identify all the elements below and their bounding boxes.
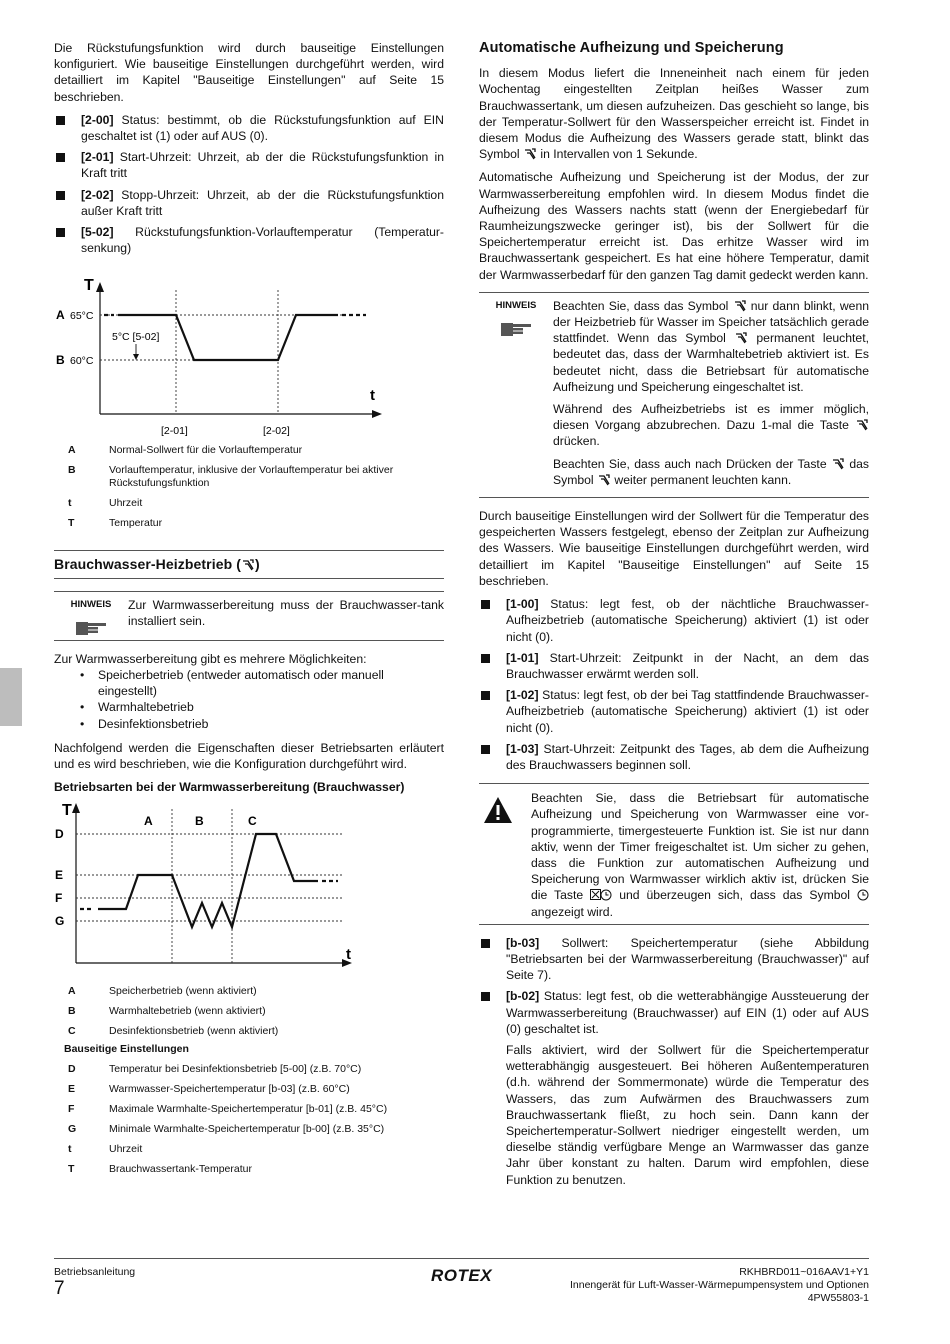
legend-row — [68, 1025, 444, 1038]
note-label-text: HINWEIS — [495, 299, 537, 311]
legend-value: Temperatur — [109, 517, 163, 530]
setting-code: [1-02] — [506, 688, 539, 703]
setting-description: Status: legt fest, ob die wetterabhängige Aussteuerung der Warmwasserbereitung (Brauchwasser) auf EIN (1) oder auf AUS (0) geschaltet ist. — [506, 989, 869, 1036]
chart2-legend-settings — [68, 1063, 444, 1176]
chart1-axis-T: T — [84, 277, 94, 295]
intro-paragraph: Die Rückstufungsfunktion wird durch bauseitige Einstellungen konfiguriert. Wie bauseitige Einstellungen durchgeführt werden, wird detailliert im Kapitel "Bauseitige Einstellungen" auf Seite 15 beschrieben. — [54, 41, 444, 104]
legend-row — [68, 1163, 444, 1176]
note-label — [54, 597, 128, 637]
bullet-square — [481, 654, 490, 663]
setting-description: Status: bestimmt, ob die Rückstufungsfunktion auf EIN geschaltet ist (1) oder auf AUS (0). — [81, 112, 444, 144]
left-column — [54, 40, 444, 1183]
chart1-delta-label: 5°C [5-02] — [112, 331, 160, 344]
note-p2-b: drücken. — [553, 434, 600, 449]
note-paragraph-2 — [553, 401, 869, 450]
chart1-legend — [68, 444, 444, 530]
chart2-legend — [68, 985, 444, 1038]
chart2-axis-T: T — [62, 802, 72, 820]
bullet-square — [481, 992, 490, 1001]
legend-row — [68, 1083, 444, 1096]
legend-row — [68, 464, 444, 490]
legend-value: Uhrzeit — [109, 497, 143, 510]
chart1-delta-arrowhead — [133, 354, 139, 360]
footer-doc-type: Betriebsanleitung — [54, 1266, 136, 1278]
warning-icon-wrap — [479, 790, 531, 920]
chart1-label-A-temp: 65°C — [70, 310, 94, 323]
legend-key: B — [68, 1005, 76, 1018]
chart2-series — [98, 834, 318, 927]
setback-settings-list — [54, 112, 444, 257]
note-p1-a: Beachten Sie, dass das Symbol — [553, 298, 733, 313]
possibilities-list — [54, 667, 444, 732]
setting-text — [81, 149, 444, 181]
note-p3-a: Beachten Sie, dass auch nach Drücken der Taste — [553, 456, 831, 471]
bullet-square — [56, 153, 65, 162]
bullet-square — [56, 116, 65, 125]
legend-row — [68, 1143, 444, 1156]
note-paragraph-1 — [553, 298, 869, 395]
hot-water-tap-icon — [831, 458, 845, 470]
warning-text — [531, 790, 869, 920]
hot-water-tap-icon — [855, 419, 869, 431]
hot-water-tap-icon — [597, 474, 611, 486]
setting-description: Stopp-Uhrzeit: Uhrzeit, ab der die Rückstufungsfunktion außer Kraft tritt — [81, 187, 444, 218]
setting-code: [b-02] — [506, 989, 540, 1004]
setting-description: Rückstufungsfunktion-Vorlauftemperatur (Temperatur-senkung) — [81, 225, 444, 256]
legend-row — [68, 985, 444, 998]
legend-value: Brauchwassertank-Temperatur — [109, 1163, 252, 1176]
note-tank-required — [54, 591, 444, 641]
footer-doc-number: 4PW55803-1 — [807, 1292, 869, 1304]
chart2-label-A: A — [144, 814, 153, 829]
section-title-end: ) — [255, 556, 260, 573]
warn-text-b: und überzeugen sich, dass das Symbol — [612, 888, 857, 903]
setting-item — [54, 187, 444, 219]
setting-text — [506, 988, 869, 1037]
setting-code: [2-00] — [81, 112, 114, 127]
setting-text — [81, 224, 444, 256]
chart2-label-D: D — [55, 827, 64, 842]
legend-key: T — [68, 1163, 75, 1176]
legend-key: T — [68, 517, 75, 530]
chart1-label-B-temp: 60°C — [70, 355, 94, 368]
dhw-modes-chart — [54, 799, 444, 979]
setting-item — [479, 687, 869, 736]
legend-row — [68, 1005, 444, 1018]
chart2-legend-subtitle: Bauseitige Einstellungen — [64, 1043, 189, 1056]
chart2-label-F: F — [55, 891, 63, 906]
setting-code: [1-03] — [506, 741, 539, 756]
note-p1-b: nur dann blinkt, wenn der Heizbetrieb für Wasser im Speicher tatsächlich gerade stattfindet. Wenn das Symbol — [553, 298, 869, 346]
legend-value: Desinfektionsbetrieb (wenn aktiviert) — [109, 1025, 279, 1038]
setting-code: [2-02] — [81, 187, 114, 202]
timer-button-icon — [590, 889, 612, 901]
list-item: • Desinfektionsbetrieb — [80, 716, 444, 732]
setting-item — [479, 988, 869, 1037]
weather-dependent-paragraph: Falls aktiviert, wird der Sollwert für die Speichertemperatur wetterabhängig ausgesteuert. Bei höheren Außentemperaturen (d.h. während der Sommermonate) würde die Temperatur des Wassers, das zum Aufwärmen des Brauchwassers zum Brauchwassertank fließt, zu hoch sein. Dann kann der Speichertemperatur-Sollwert niedriger eingestellt werden, um dieselbe ständig verfügbare Menge an Warmwasser das ganze Jahr über konstant zu halten. Darum wird empfohlen, diese Funktion zu benutzen. — [506, 1042, 869, 1187]
setting-item — [54, 224, 444, 256]
note-label-text: HINWEIS — [70, 598, 112, 610]
legend-value: Maximale Warmhalte-Speichertemperatur [b-01] (z.B. 45°C) — [109, 1103, 388, 1116]
setting-text — [506, 650, 869, 682]
warning-timer — [479, 783, 869, 925]
modes-title: Betriebsarten bei der Warmwasserbereitung (Brauchwasser) — [54, 780, 405, 795]
legend-value: Uhrzeit — [109, 1143, 143, 1156]
chart2-label-B: B — [195, 814, 204, 829]
setting-code: [2-01] — [81, 150, 114, 165]
right-section-title: Automatische Aufheizung und Speicherung — [479, 40, 784, 56]
warn-text-a: Beachten Sie, dass die Betriebsart für automatische Aufheizung und Speicherung von Warmwasser eine vor-programmierte, timergesteuerte Funktion ist. Sie ist nur dann aktiv, wenn der Timer freigeschaltet ist. Um sicher zu gehen, dass die Funktion zur automatischen Aufheizung und Speicherung von Warmwasser wirklich aktiv ist, drücken Sie die Taste — [531, 791, 869, 903]
bullet-square — [56, 191, 65, 200]
chart1-label-B: B — [56, 353, 65, 368]
chapter-tab — [0, 668, 22, 726]
note-body — [128, 597, 444, 637]
clock-icon — [857, 889, 869, 901]
p1-text-a: In diesem Modus liefert die Inneneinheit nach einem für jeden Wochentag eingestellten Zeitplan heißes Wasser zum Brauchwassertank, um diesen aufzuheizen. Das geschieht so lange, bis der Temperatur-Sollwert für den Wasserspeicher erreicht ist. Findet in diesem Modus die Aufheizung des Wassers gerade statt, blinkt das Symbol — [479, 66, 869, 162]
hot-water-tap-icon — [734, 332, 748, 344]
bullet-square — [56, 228, 65, 237]
chart2-label-C: C — [248, 814, 257, 829]
legend-key: A — [68, 444, 76, 457]
pointing-hand-icon — [499, 320, 533, 338]
legend-value: Temperatur bei Desinfektionsbetrieb [5-00] (z.B. 70°C) — [109, 1063, 362, 1076]
chart1-x-label-1: [2-01] — [161, 425, 188, 438]
setting-item — [479, 741, 869, 773]
chart1-x-label-2: [2-02] — [263, 425, 290, 438]
note-p1-c: permanent leuchtet, bedeutet das, dass der Warmhaltebetrieb aktiviert ist. Es bedeutet nicht, dass die Betriebsart für automatische Aufheizung und Speicherung eingeschaltet ist. — [553, 331, 869, 394]
right-column — [479, 40, 869, 1195]
storage-settings-list-2 — [479, 935, 869, 1037]
auto-heating-paragraph-1 — [479, 65, 869, 162]
legend-row — [68, 1123, 444, 1136]
legend-value: Warmhaltebetrieb (wenn aktiviert) — [109, 1005, 266, 1018]
legend-key: D — [68, 1063, 76, 1076]
chart1-y-arrow — [96, 282, 104, 292]
p1-text-b: in Intervallen von 1 Sekunde. — [537, 147, 698, 162]
warning-body — [531, 790, 869, 920]
storage-settings-list — [479, 596, 869, 773]
legend-value: Normal-Sollwert für die Vorlauftemperatur — [109, 444, 303, 457]
setting-text — [81, 112, 444, 144]
chart1-x-arrow — [372, 410, 382, 418]
legend-key: B — [68, 464, 76, 477]
section-title-dhw — [54, 556, 444, 572]
setting-item — [479, 650, 869, 682]
section-header-dhw — [54, 550, 444, 578]
setting-text — [506, 741, 869, 773]
hot-water-tap-icon — [733, 300, 747, 312]
legend-value: Vorlauftemperatur, inklusive der Vorlauftemperatur bei aktiver Rückstufungsfunktion — [109, 464, 394, 490]
setting-description: Status: legt fest, ob der nächtliche Brauchwasser-Aufheizbetrieb (automatische Speicherung) aktiviert (1) ist oder nicht (0). — [506, 597, 869, 644]
settings-intro-paragraph: Durch bauseitige Einstellungen wird der Sollwert für die Temperatur des gespeicherten Wassers festgelegt, ebenso der Zeitplan zur Aufheizung des Wassers. Wie bauseitige Einstellungen durchgeführt werden, wird detailliert im Kapitel "Bauseitige Einstellungen" auf Seite 15 beschrieben. — [479, 509, 869, 588]
setting-description: Start-Uhrzeit: Uhrzeit, ab der die Rückstufungsfunktion in Kraft tritt — [81, 150, 444, 181]
legend-key: G — [68, 1123, 77, 1136]
legend-row — [68, 444, 444, 457]
chart2-axis-t: t — [346, 946, 351, 964]
bullet-square — [481, 745, 490, 754]
bullet-square — [481, 691, 490, 700]
legend-row — [68, 1063, 444, 1076]
setting-item — [479, 935, 869, 984]
brand-logo: ROTEX — [431, 1266, 493, 1285]
legend-key: t — [68, 497, 72, 510]
legend-key: A — [68, 985, 76, 998]
chart2-y-arrow — [72, 803, 80, 813]
setting-description: Sollwert: Speichertemperatur (siehe Abbildung "Betriebsarten bei der Warmwasserbereitung (Brauchwasser)" auf Seite 7). — [506, 935, 869, 983]
setting-description: Start-Uhrzeit: Zeitpunkt in der Nacht, an dem das Brauchwasser erwärmt werden soll. — [506, 650, 869, 681]
footer-product: Innengerät für Luft-Wasser-Wärmepumpensystem und Optionen — [570, 1279, 869, 1291]
footer-model: RKHBRD011~016AAV1+Y1 — [739, 1266, 869, 1278]
setback-temperature-chart — [54, 268, 444, 438]
setting-code: [1-00] — [506, 597, 539, 612]
setting-item — [54, 149, 444, 181]
chart2-label-G: G — [55, 914, 65, 929]
chart2-label-E: E — [55, 868, 64, 883]
legend-key: E — [68, 1083, 76, 1096]
chart2-legend-sub-wrap — [64, 1043, 444, 1056]
hot-water-tap-icon — [241, 559, 255, 571]
bullet-square — [481, 600, 490, 609]
note-p2-a: Während des Aufheizbetriebs ist es immer möglich, diesen Vorgang abzubrechen. Dazu 1-mal die Taste — [553, 402, 869, 433]
setting-item — [54, 112, 444, 144]
note-p3-c: weiter permanent leuchten kann. — [611, 472, 792, 487]
legend-row — [68, 1103, 444, 1116]
page-footer — [54, 1258, 869, 1304]
list-item: • Warmhaltebetrieb — [80, 699, 444, 715]
bullet-square — [481, 939, 490, 948]
setting-description: Status: legt fest, ob der bei Tag stattfindende Brauchwasser-Aufheizbetrieb (automatische Speicherung) aktiviert (1) ist oder nicht (0). — [506, 688, 869, 735]
auto-heating-paragraph-2: Automatische Aufheizung und Speicherung ist der Modus, der zur Warmwasserbereitung empfohlen wird. In diesem Modus findet die Aufheizung des Wassers nachts statt (wenn der Energiebedarf für Raumheizungszwecke geringer ist), bis der Sollwert für die Speichertemperatur erreicht ist. Das erhitze Wasser wird im Brauchwassertank gespeichert. Es hat eine höhere Temperatur, damit der Warmwasserbedarf für den ganzen Tag damit gedeckt werden kann. — [479, 170, 869, 282]
setting-text — [81, 187, 444, 219]
setting-text — [506, 596, 869, 645]
legend-value: Warmwasser-Speichertemperatur [b-03] (z.B. 60°C) — [109, 1083, 350, 1096]
setting-code: [1-01] — [506, 650, 539, 665]
note-label — [479, 298, 553, 494]
legend-key: t — [68, 1143, 72, 1156]
footer-right — [570, 1266, 869, 1305]
legend-value: Speicherbetrieb (wenn aktiviert) — [109, 985, 257, 998]
note-symbol-blink — [479, 292, 869, 498]
setting-text — [506, 687, 869, 736]
setting-item — [479, 596, 869, 645]
warn-text-c: angezeigt wird. — [531, 904, 613, 919]
legend-key: F — [68, 1103, 75, 1116]
warning-triangle-icon — [483, 796, 513, 824]
legend-row — [68, 517, 444, 530]
note-p3-b: das Symbol — [553, 456, 869, 487]
legend-key: C — [68, 1025, 76, 1038]
setting-text — [506, 935, 869, 984]
chart1-axis-t: t — [370, 387, 375, 405]
note-paragraph-3 — [553, 456, 869, 488]
setting-code: [5-02] — [81, 225, 114, 240]
legend-row — [68, 497, 444, 510]
note-body — [553, 298, 869, 494]
chart1-label-A: A — [56, 308, 65, 323]
hot-water-tap-icon — [523, 148, 537, 160]
possibilities-intro: Zur Warmwasserbereitung gibt es mehrere Möglichkeiten: — [54, 651, 367, 666]
list-item: • Speicherbetrieb (entweder automatisch oder manuell eingestellt) — [80, 667, 444, 699]
pointing-hand-icon — [74, 619, 108, 637]
following-paragraph: Nachfolgend werden die Eigenschaften dieser Betriebsarten erläutert und es wird beschrieben, wie die Konfiguration durchgeführt wird. — [54, 740, 444, 772]
legend-value: Minimale Warmhalte-Speichertemperatur [b-00] (z.B. 35°C) — [109, 1123, 385, 1136]
setting-code: [b-03] — [506, 935, 540, 950]
setting-description: Start-Uhrzeit: Zeitpunkt des Tages, ab dem die Aufheizung des Brauchwassers beginnen soll. — [506, 741, 869, 772]
section-title-text: Brauchwasser-Heizbetrieb ( — [54, 556, 241, 573]
note-text: Zur Warmwasserbereitung muss der Brauchwasser-tank installiert sein. — [128, 597, 444, 628]
page-number: 7 — [54, 1278, 65, 1299]
